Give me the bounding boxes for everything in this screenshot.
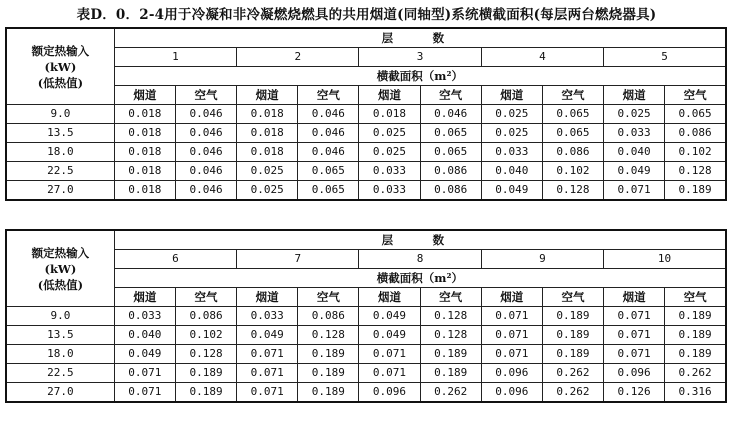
area-value: 0.071 xyxy=(114,364,175,383)
area-value: 0.049 xyxy=(114,345,175,364)
area-value: 0.262 xyxy=(542,383,603,403)
area-value: 0.189 xyxy=(298,383,359,403)
area-value: 0.189 xyxy=(175,364,236,383)
area-value: 0.025 xyxy=(604,105,665,124)
area-value: 0.025 xyxy=(481,105,542,124)
area-value: 0.189 xyxy=(298,345,359,364)
area-value: 0.040 xyxy=(481,162,542,181)
area-value: 0.049 xyxy=(359,307,420,326)
header-row-floors xyxy=(6,230,726,250)
area-value: 0.065 xyxy=(420,124,481,143)
area-value: 0.189 xyxy=(542,326,603,345)
area-value: 0.033 xyxy=(359,181,420,201)
air-label: 空气 xyxy=(420,288,481,307)
area-value: 0.128 xyxy=(420,307,481,326)
area-value: 0.049 xyxy=(359,326,420,345)
area-value: 0.049 xyxy=(237,326,298,345)
air-label: 空气 xyxy=(542,288,603,307)
area-label: 横截面积（m²） xyxy=(114,269,726,288)
area-value: 0.189 xyxy=(665,345,726,364)
header-row-area xyxy=(6,269,726,288)
floors-label: 层 数 xyxy=(114,230,726,250)
heat-input-value: 9.0 xyxy=(6,307,114,326)
area-table-floors-1-5 xyxy=(5,27,727,201)
area-value: 0.025 xyxy=(237,162,298,181)
area-value: 0.086 xyxy=(175,307,236,326)
table-title: 表D．0．2-4用于冷凝和非冷凝燃烧燃具的共用烟道(同轴型)系统横截面积(每层两台燃烧器具) xyxy=(76,7,657,23)
area-value: 0.018 xyxy=(359,105,420,124)
area-value: 0.046 xyxy=(298,124,359,143)
table-row xyxy=(6,143,726,162)
flue-label: 烟道 xyxy=(604,288,665,307)
table-row xyxy=(6,307,726,326)
area-value: 0.025 xyxy=(237,181,298,201)
floor-number: 4 xyxy=(481,48,603,67)
area-value: 0.025 xyxy=(481,124,542,143)
flue-label: 烟道 xyxy=(114,288,175,307)
floor-number: 7 xyxy=(237,250,359,269)
area-value: 0.189 xyxy=(420,345,481,364)
area-value: 0.189 xyxy=(665,181,726,201)
area-value: 0.071 xyxy=(604,345,665,364)
heat-input-value: 18.0 xyxy=(6,143,114,162)
heat-input-value: 9.0 xyxy=(6,105,114,124)
area-value: 0.033 xyxy=(114,307,175,326)
area-value: 0.071 xyxy=(237,364,298,383)
air-label: 空气 xyxy=(665,288,726,307)
header-row-flue-air xyxy=(6,288,726,307)
area-value: 0.071 xyxy=(359,345,420,364)
area-value: 0.126 xyxy=(604,383,665,403)
floor-number: 6 xyxy=(114,250,236,269)
header-row-flue-air xyxy=(6,86,726,105)
area-value: 0.046 xyxy=(175,162,236,181)
area-value: 0.086 xyxy=(420,181,481,201)
area-value: 0.033 xyxy=(359,162,420,181)
area-value: 0.189 xyxy=(420,364,481,383)
area-value: 0.096 xyxy=(604,364,665,383)
area-value: 0.128 xyxy=(665,162,726,181)
area-value: 0.065 xyxy=(665,105,726,124)
area-value: 0.262 xyxy=(665,364,726,383)
area-value: 0.189 xyxy=(298,364,359,383)
floor-number: 8 xyxy=(359,250,481,269)
heat-input-value: 13.5 xyxy=(6,326,114,345)
area-value: 0.065 xyxy=(298,162,359,181)
heat-input-value: 27.0 xyxy=(6,181,114,201)
area-value: 0.046 xyxy=(175,124,236,143)
area-value: 0.071 xyxy=(237,345,298,364)
area-value: 0.128 xyxy=(420,326,481,345)
area-value: 0.071 xyxy=(114,383,175,403)
table-row xyxy=(6,162,726,181)
table-body xyxy=(6,28,726,200)
area-table-floors-6-10 xyxy=(5,229,727,403)
flue-label: 烟道 xyxy=(114,86,175,105)
area-value: 0.071 xyxy=(359,364,420,383)
air-label: 空气 xyxy=(175,288,236,307)
area-value: 0.262 xyxy=(542,364,603,383)
area-value: 0.040 xyxy=(114,326,175,345)
row-header-line: 额定热输入 xyxy=(31,245,90,260)
area-value: 0.025 xyxy=(359,143,420,162)
row-header-cell xyxy=(6,28,114,105)
area-value: 0.096 xyxy=(481,383,542,403)
area-value: 0.065 xyxy=(298,181,359,201)
area-value: 0.071 xyxy=(481,326,542,345)
area-label: 横截面积（m²） xyxy=(114,67,726,86)
area-value: 0.046 xyxy=(175,143,236,162)
flue-label: 烟道 xyxy=(481,86,542,105)
heat-input-value: 18.0 xyxy=(6,345,114,364)
flue-label: 烟道 xyxy=(237,288,298,307)
area-value: 0.033 xyxy=(237,307,298,326)
area-value: 0.049 xyxy=(604,162,665,181)
floor-number: 1 xyxy=(114,48,236,67)
area-value: 0.102 xyxy=(542,162,603,181)
area-value: 0.102 xyxy=(175,326,236,345)
area-value: 0.316 xyxy=(665,383,726,403)
area-value: 0.086 xyxy=(420,162,481,181)
floor-number: 3 xyxy=(359,48,481,67)
area-value: 0.018 xyxy=(114,143,175,162)
floor-number: 9 xyxy=(481,250,603,269)
header-row-floor-numbers xyxy=(6,48,726,67)
area-value: 0.018 xyxy=(114,105,175,124)
area-value: 0.018 xyxy=(237,124,298,143)
area-value: 0.033 xyxy=(481,143,542,162)
area-value: 0.086 xyxy=(542,143,603,162)
flue-label: 烟道 xyxy=(604,86,665,105)
area-value: 0.049 xyxy=(481,181,542,201)
area-value: 0.046 xyxy=(175,105,236,124)
air-label: 空气 xyxy=(665,86,726,105)
area-value: 0.128 xyxy=(298,326,359,345)
area-value: 0.071 xyxy=(604,181,665,201)
area-value: 0.025 xyxy=(359,124,420,143)
air-label: 空气 xyxy=(298,86,359,105)
header-row-floor-numbers xyxy=(6,250,726,269)
area-value: 0.071 xyxy=(604,326,665,345)
area-value: 0.086 xyxy=(665,124,726,143)
heat-input-value: 27.0 xyxy=(6,383,114,403)
area-value: 0.096 xyxy=(359,383,420,403)
flue-label: 烟道 xyxy=(237,86,298,105)
floors-label: 层 数 xyxy=(114,28,726,48)
area-value: 0.128 xyxy=(175,345,236,364)
air-label: 空气 xyxy=(420,86,481,105)
heat-input-value: 13.5 xyxy=(6,124,114,143)
area-value: 0.189 xyxy=(542,307,603,326)
header-row-floors xyxy=(6,28,726,48)
area-value: 0.065 xyxy=(542,105,603,124)
flue-label: 烟道 xyxy=(481,288,542,307)
area-value: 0.189 xyxy=(665,326,726,345)
area-value: 0.071 xyxy=(481,345,542,364)
area-value: 0.046 xyxy=(298,105,359,124)
area-value: 0.071 xyxy=(604,307,665,326)
area-value: 0.046 xyxy=(175,181,236,201)
area-value: 0.189 xyxy=(542,345,603,364)
heat-input-value: 22.5 xyxy=(6,364,114,383)
row-header-line: 额定热输入 xyxy=(31,43,90,58)
table-row xyxy=(6,364,726,383)
area-value: 0.018 xyxy=(237,105,298,124)
flue-label: 烟道 xyxy=(359,86,420,105)
table-row xyxy=(6,345,726,364)
area-value: 0.065 xyxy=(542,124,603,143)
area-value: 0.018 xyxy=(114,181,175,201)
area-value: 0.018 xyxy=(114,162,175,181)
area-value: 0.128 xyxy=(542,181,603,201)
floor-number: 2 xyxy=(237,48,359,67)
floor-number: 10 xyxy=(604,250,726,269)
area-value: 0.189 xyxy=(175,383,236,403)
area-value: 0.071 xyxy=(237,383,298,403)
area-value: 0.046 xyxy=(298,143,359,162)
table-row xyxy=(6,124,726,143)
row-header-line: (kW) xyxy=(44,59,77,74)
table-row xyxy=(6,181,726,201)
area-value: 0.018 xyxy=(114,124,175,143)
row-header-line: (低热值) xyxy=(37,75,84,90)
row-header-line: (低热值) xyxy=(37,277,84,292)
floor-number: 5 xyxy=(604,48,726,67)
area-value: 0.102 xyxy=(665,143,726,162)
area-value: 0.262 xyxy=(420,383,481,403)
area-value: 0.086 xyxy=(298,307,359,326)
table-row xyxy=(6,383,726,403)
area-value: 0.033 xyxy=(604,124,665,143)
table-row xyxy=(6,326,726,345)
row-header-cell xyxy=(6,230,114,307)
area-value: 0.189 xyxy=(665,307,726,326)
area-value: 0.071 xyxy=(481,307,542,326)
table-row xyxy=(6,105,726,124)
heat-input-value: 22.5 xyxy=(6,162,114,181)
area-value: 0.065 xyxy=(420,143,481,162)
flue-label: 烟道 xyxy=(359,288,420,307)
row-header-line: (kW) xyxy=(44,261,77,276)
area-value: 0.046 xyxy=(420,105,481,124)
table-body xyxy=(6,230,726,402)
header-row-area xyxy=(6,67,726,86)
air-label: 空气 xyxy=(175,86,236,105)
area-value: 0.018 xyxy=(237,143,298,162)
air-label: 空气 xyxy=(542,86,603,105)
area-value: 0.040 xyxy=(604,143,665,162)
area-value: 0.096 xyxy=(481,364,542,383)
air-label: 空气 xyxy=(298,288,359,307)
